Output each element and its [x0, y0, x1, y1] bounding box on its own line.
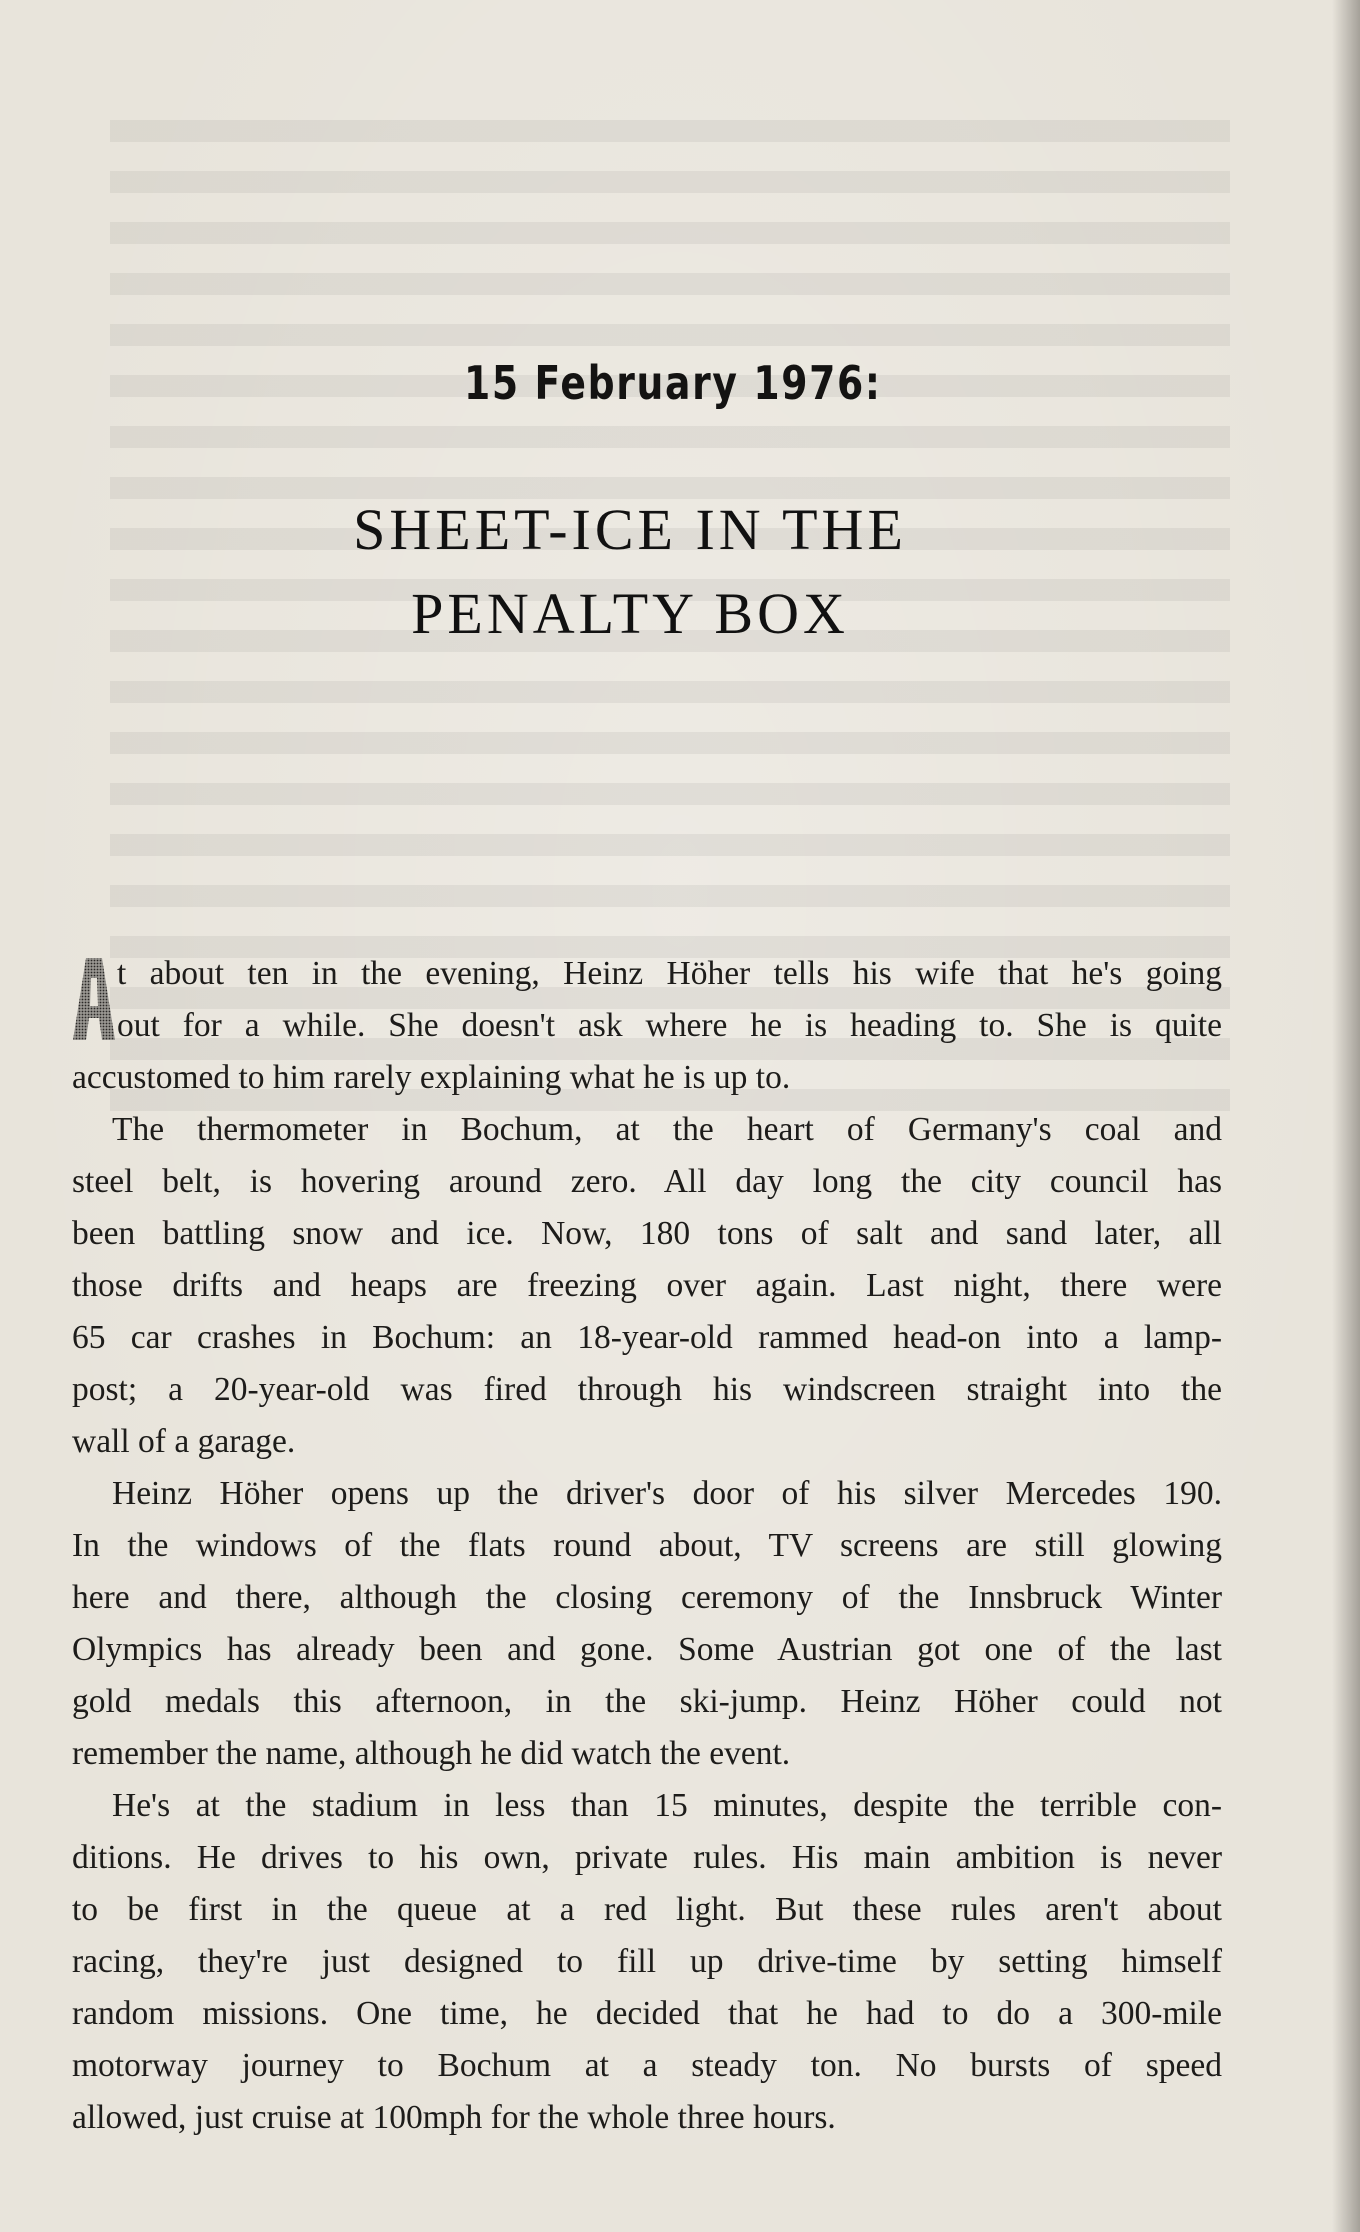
chapter-title — [0, 488, 1260, 656]
body-line-17: He's at the stadium in less than 15 minutes, despite the terrible con- — [112, 1787, 1222, 1824]
body-line-20: racing, they're just designed to fill up drive-time by setting himself — [72, 1943, 1222, 1980]
body-line-10: wall of a garage. — [72, 1423, 296, 1460]
body-line-6: been battling snow and ice. Now, 180 tons of salt and sand later, all — [72, 1215, 1222, 1252]
body-line-23: allowed, just cruise at 100mph for the whole three hours. — [72, 2099, 836, 2136]
body-text — [72, 948, 1222, 2144]
chapter-title-line-2: PENALTY BOX — [411, 581, 849, 646]
page-edge-shadow — [1332, 0, 1360, 2232]
body-line-13: here and there, although the closing ceremony of the Innsbruck Winter — [72, 1579, 1222, 1616]
body-line-19: to be first in the queue at a red light. But these rules aren't about — [72, 1891, 1222, 1928]
body-line-12: In the windows of the flats round about, TV screens are still glowing — [72, 1527, 1222, 1564]
body-line-2: out for a while. She doesn't ask where he is heading to. She is quite — [117, 1007, 1222, 1044]
body-line-11: Heinz Höher opens up the driver's door of his silver Mercedes 190. — [112, 1475, 1222, 1512]
body-line-4: The thermometer in Bochum, at the heart of Germany's coal and — [112, 1111, 1222, 1148]
body-line-15: gold medals this afternoon, in the ski-jump. Heinz Höher could not — [72, 1683, 1222, 1720]
body-line-1 — [72, 948, 1222, 1000]
body-line-18: ditions. He drives to his own, private rules. His main ambition is never — [72, 1839, 1222, 1876]
body-line-5: steel belt, is hovering around zero. All day long the city council has — [72, 1163, 1222, 1200]
body-line-16: remember the name, although he did watch the event. — [72, 1735, 791, 1772]
body-line-text: t about ten in the evening, Heinz Höher tells his wife that he's going — [117, 955, 1222, 992]
body-line-21: random missions. One time, he decided that he had to do a 300-mile — [72, 1995, 1222, 2032]
body-line-14: Olympics has already been and gone. Some Austrian got one of the last — [72, 1631, 1222, 1668]
chapter-date: 15 February 1976: — [463, 356, 882, 410]
body-line-22: motorway journey to Bochum at a steady ton. No bursts of speed — [72, 2047, 1222, 2084]
body-line-9: post; a 20-year-old was fired through his windscreen straight into the — [72, 1371, 1222, 1408]
body-line-7: those drifts and heaps are freezing over again. Last night, there were — [72, 1267, 1222, 1304]
body-line-3: accustomed to him rarely explaining what he is up to. — [72, 1059, 791, 1096]
chapter-title-line-1: SHEET-ICE IN THE — [353, 497, 907, 562]
body-line-8: 65 car crashes in Bochum: an 18-year-old rammed head-on into a lamp- — [72, 1319, 1222, 1356]
